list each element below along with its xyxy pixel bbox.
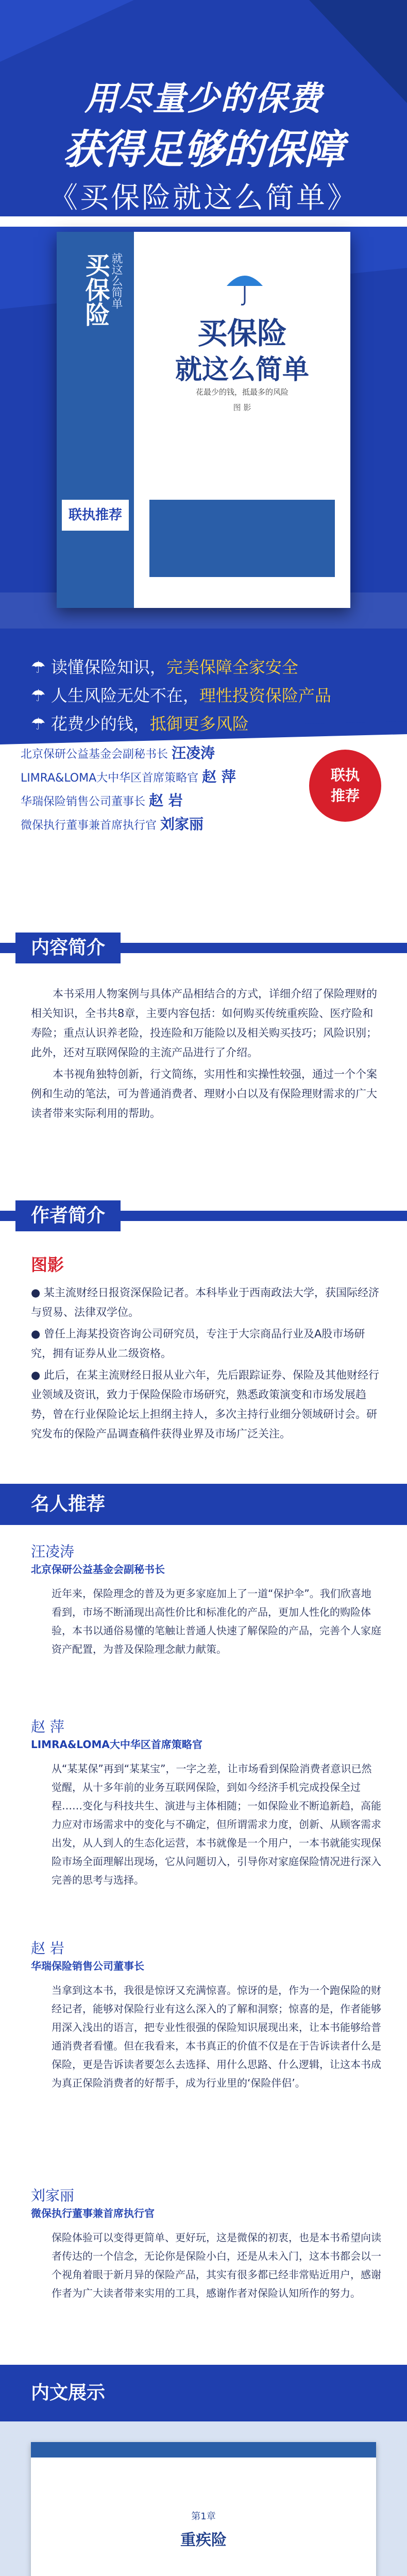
preview-page-1 — [31, 2442, 376, 2576]
preview-header — [0, 2372, 407, 2414]
intro-text — [31, 984, 381, 1125]
recommend-title: 名人推荐 — [15, 1489, 121, 1520]
author-title: 作者简介 — [15, 1200, 121, 1231]
recommender-org: LIMRA&LOMA大中华区首席策略官 — [21, 772, 199, 785]
recommender-name: 汪凌涛 — [172, 744, 215, 761]
rec-4-text: 保险体验可以变得更简单、更好玩，这是微保的初衷，也是本书希望向读者传达的一个信念，无论你是保险小白，还是从未入门，这本书都会以一个视角着眼于新月异的保险产品，其实有很多都已经非常贴近用户，感谢作者为广大读者带来实用的工具，感谢作者对保险认知所作的努力。 — [52, 2231, 381, 2299]
feature-1-text: 读懂保险知识， — [50, 657, 166, 677]
recommender-org: 微保执行董事兼首席执行官 — [21, 819, 157, 832]
umbrella-icon: ☂ — [31, 714, 51, 734]
rec-4-name: 刘家丽 — [31, 2187, 75, 2204]
author-name: 图影 — [31, 1255, 64, 1275]
feature-3-text: 花费少的钱， — [50, 714, 150, 734]
author-paragraph: ● 某主流财经日报资深保险记者。本科毕业于西南政法大学，获国际经济与贸易、法律双学位。 — [31, 1286, 379, 1318]
book-spine — [57, 232, 134, 608]
recommender-name: 赵 萍 — [202, 768, 236, 785]
book-spine-title: 买保险 — [81, 252, 110, 327]
hero-banner — [0, 0, 407, 629]
recommend-header — [0, 1484, 407, 1525]
intro-paragraph: 本书采用人物案例与具体产品相结合的方式，详细介绍了保险理财的相关知识，全书共8章，主要内容包括：如何购买传统重疾险、医疗险和寿险；重点认识养老险，投连险和万能险以及相关购买技巧；风险识别；此外，还对互联网保险的主流产品进行了介绍。 — [31, 988, 377, 1059]
stamp-line2: 推荐 — [330, 787, 360, 804]
book-author: 图 影 — [233, 403, 251, 412]
feature-2-highlight: 理性投资保险产品 — [199, 686, 331, 705]
author-header — [0, 1195, 407, 1236]
rec-2-title: LIMRA&LOMA大中华区首席策略官 — [31, 1738, 202, 1751]
rec-1-text: 近年来，保险理念的普及为更多家庭加上了一道“保护伞”。我们欣喜地看到，市场不断涌现出高性价比和标准化的产品，更加人性化的购险体验，本书以通俗易懂的笔触让普通人快速了解保险的产品，完善个人家庭资产配置，为普及保险理念献力献策。 — [52, 1587, 381, 1655]
recommender-org: 华瑞保险销售公司董事长 — [21, 795, 146, 808]
recommender-row — [21, 813, 309, 834]
rec-4-title: 微保执行董事兼首席执行官 — [31, 2207, 155, 2219]
preview-section — [0, 2365, 407, 2576]
feature-2-text: 人生风险无处不在， — [50, 686, 199, 705]
book-spine-subtitle: 就这么简单 — [110, 252, 123, 309]
umbrella-icon: ☂ — [31, 657, 51, 677]
author-paragraph: ● 曾任上海某投资咨询公司研究员，专注于大宗商品行业及A股市场研究，拥有证券从业二级资格。 — [31, 1328, 365, 1360]
rec-3-text: 当拿到这本书，我很是惊讶又充满惊喜。惊讶的是，作为一个跑保险的财经记者，能够对保险行业有这么深入的了解和洞察；惊喜的是，作者能够用深入浅出的语言，把专业性很强的保险知识展现出来，让本书能够给普通消费者看懂。但在我看来，本书真正的价值不仅是在于告诉读者什么是保险，更是告诉读者要怎么去选择、用什么思路、什么逻辑，让这本书成为真正保险消费者的好帮手，成为行业里的‘保险伴侣’。 — [52, 1984, 381, 2089]
book-subtitle: 花最少的钱，抵最多的风险 — [195, 387, 289, 397]
chapter-number: 第1章 — [191, 2511, 216, 2522]
rec-1-title: 北京保研公益基金会副秘书长 — [31, 1563, 165, 1575]
hero-slogan-line2 — [0, 117, 407, 175]
rec-3-name: 赵 岩 — [31, 1940, 64, 1957]
recommender-name: 赵 岩 — [149, 792, 183, 809]
recommender-row — [21, 742, 309, 762]
feature-line-2 — [31, 683, 331, 706]
book-title-line1: 买保险 — [197, 316, 287, 351]
rec-2-name: 赵 萍 — [31, 1718, 64, 1735]
rec-3-title: 华瑞保险销售公司董事长 — [31, 1960, 144, 1972]
feature-line-3 — [31, 711, 249, 735]
feature-1-highlight: 完美保障全家安全 — [166, 657, 298, 677]
feature-line-1 — [31, 654, 298, 678]
hero-slogan-highlight: 足够的保障 — [143, 127, 345, 173]
umbrella-icon — [224, 265, 265, 307]
book-badge: 联执推荐 — [62, 500, 129, 531]
book-title-line2: 就这么简单 — [175, 354, 309, 385]
recommender-row — [21, 766, 309, 786]
intro-header — [0, 927, 407, 969]
recommender-row — [21, 789, 309, 810]
author-text — [31, 1283, 381, 1446]
recommender-name: 刘家丽 — [160, 816, 204, 833]
rec-2-text: 从“某某保”再到“某某宝”，一字之差，让市场看到保险消费者意识已然觉醒，从十多年前的业务互联网保险，到如今经济手机完成投保全过程……变化与科技共生、演进与主体相随；一如保险业不断追新趋，高能力应对市场需求中的变化与不确定，但所谓需求力度，创新、从顾客需求出发，从人到人的生态化运营，本书就像是一个用户，一本书就能实现保险市场全面理解出现场，它从问题切入，引导你对家庭保险情况进行深入完善的思考与选择。 — [52, 1762, 381, 1886]
feature-3-highlight: 抵御更多风险 — [149, 714, 249, 734]
recommenders-list — [21, 742, 309, 837]
stamp-line1: 联执 — [330, 767, 360, 784]
hero-slogan-prefix: 获得 — [62, 127, 143, 173]
book-cover-image — [57, 232, 350, 608]
recommend-stamp — [309, 750, 381, 822]
rec-1-name: 汪凌涛 — [31, 1543, 75, 1560]
recommender-org: 北京保研公益基金会副秘书长 — [21, 748, 168, 761]
book-front — [68, 232, 350, 608]
page-header-band — [31, 2442, 376, 2458]
preview-title: 内文展示 — [15, 2378, 121, 2409]
chapter-title: 重疾险 — [180, 2531, 227, 2549]
book-blurb-box — [149, 500, 335, 577]
umbrella-icon: ☂ — [31, 686, 51, 705]
hero-slogan-line1: 用尽量少的保费 — [84, 80, 323, 118]
hero-book-name: 《买保险就这么简单》 — [49, 181, 358, 215]
intro-paragraph: 本书视角独特创新，行文简练，实用性和实操性较强，通过一个个案例和生动的笔法，可为普通消费者、理财小白以及有保险理财需求的广大读者带来实际利用的帮助。 — [31, 1068, 377, 1120]
intro-title: 内容简介 — [15, 933, 121, 963]
author-paragraph: ● 此后，在某主流财经日报从业六年，先后跟踪证券、保险及其他财经行业领域及资讯，致力于保险保险市场研究，熟悉政策演变和市场发展趋势，曾在行业保险论坛上担纲主持人，多次主持行业细分领域研讨会。研究发布的保险产品调查稿件获得业界及市场广泛关注。 — [31, 1369, 379, 1440]
